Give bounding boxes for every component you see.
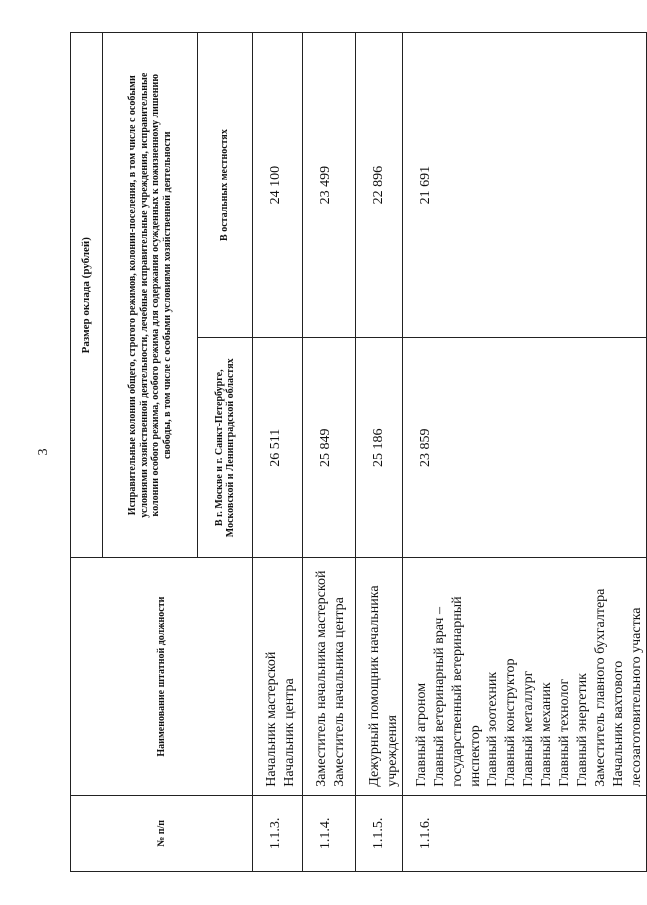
- position-name: Начальник центра: [281, 678, 297, 787]
- salary-other: 23 499: [303, 33, 356, 338]
- page-number: 3: [36, 448, 51, 456]
- header-other-column: В остальных местностях: [198, 33, 253, 338]
- salary-other: 22 896: [356, 33, 403, 338]
- position-name: Заместитель начальника центра: [331, 597, 347, 787]
- table-row: [402, 33, 646, 872]
- position-name: Главный металлург: [521, 670, 537, 787]
- position-name: Главный энергетик: [574, 673, 590, 787]
- position-name: Начальник вахтового лесозаготовительного участка: [610, 607, 644, 787]
- header-num: № п/п: [71, 795, 253, 871]
- position-name: Заместитель главного бухгалтера: [592, 588, 608, 787]
- position-cell: [356, 558, 403, 795]
- header-salary: Размер оклада (рублей): [71, 33, 103, 558]
- position-cell: [253, 558, 303, 795]
- position-name: Главный агроном: [413, 682, 429, 787]
- table-row: [253, 33, 303, 872]
- position-name: Главный ветеринарный врач – государственный ветеринарный инспектор: [431, 596, 483, 787]
- position-name: Заместитель начальника мастерской: [314, 570, 329, 787]
- row-number: 1.1.3.: [253, 795, 303, 871]
- position-name: Начальник мастерской: [264, 651, 279, 787]
- salary-moscow: 23 859: [402, 338, 646, 558]
- header-institution-description: Исправительные колонии общего, строгого режимов, колонии-поселения, в том числе с особыми условиями хозяйственной деятельности, лечебные исправительные учреждения, исправительные колонии особого режима, особого режима для содержания осужденных к пожизненному лишению свободы, в том числе с особыми условиями хозяйственной деятельности: [103, 33, 198, 558]
- row-number: 1.1.5.: [356, 795, 403, 871]
- salary-moscow: 26 511: [253, 338, 303, 558]
- header-position-name: Наименование штатной должности: [71, 558, 253, 795]
- salary-moscow: 25 849: [303, 338, 356, 558]
- header-moscow-column: В г. Москве и г. Санкт-Петербурге, Московской и Ленинградской областях: [198, 338, 253, 558]
- salary-other: 24 100: [253, 33, 303, 338]
- salary-other: 21 691: [402, 33, 646, 338]
- row-number: 1.1.4.: [303, 795, 356, 871]
- position-name: Главный технолог: [557, 678, 573, 787]
- position-name: Главный конструктор: [503, 658, 519, 787]
- table-row: [303, 33, 356, 872]
- salary-table: [70, 32, 647, 872]
- salary-table-page: [70, 32, 644, 872]
- position-cell: [303, 558, 356, 795]
- position-name: Главный механик: [539, 682, 555, 787]
- position-cell: [402, 558, 646, 795]
- position-name: Главный зоотехник: [485, 671, 501, 787]
- salary-moscow: 25 186: [356, 338, 403, 558]
- row-number: 1.1.6.: [402, 795, 646, 871]
- table-row: [356, 33, 403, 872]
- position-name: Дежурный помощник начальника учреждения: [367, 585, 400, 787]
